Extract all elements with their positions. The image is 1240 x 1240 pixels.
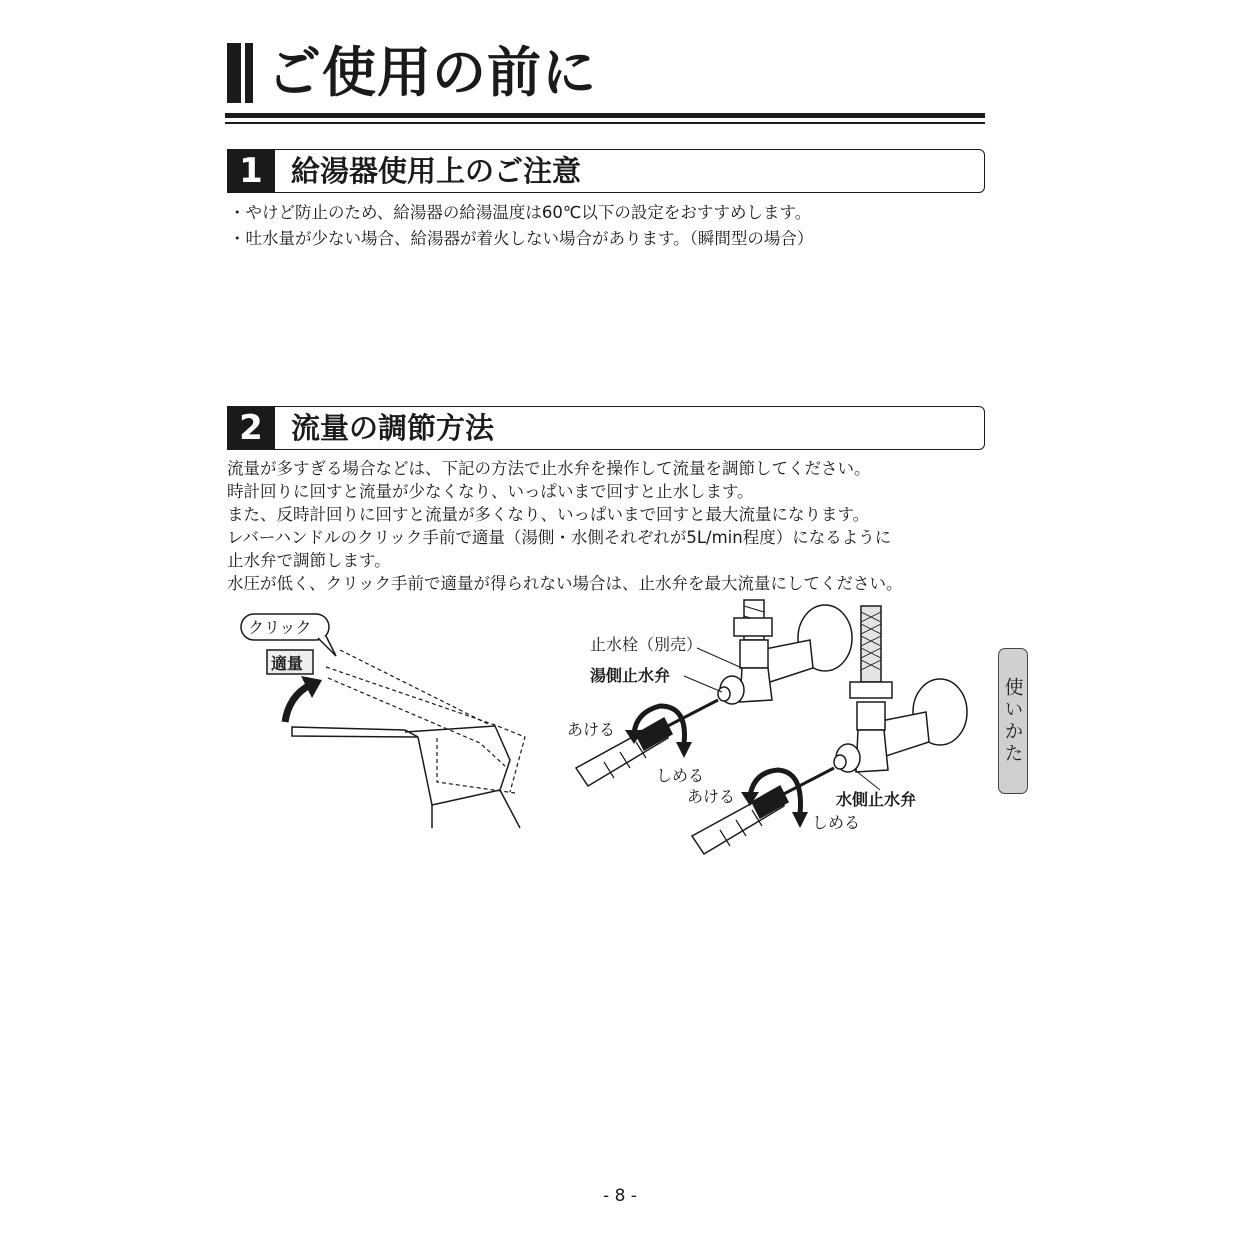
section-1-title: 給湯器使用上のご注意	[291, 154, 582, 188]
screwdriver-cold-icon	[692, 768, 834, 854]
cold-side-valve-figure	[834, 606, 967, 772]
section-1-bullet-1: ・やけど防止のため、給湯器の給湯温度は60℃以下の設定をおすすめします。	[229, 203, 812, 222]
section-2-line-6: 水圧が低く、クリック手前で適量が得られない場合は、止水弁を最大流量にしてください。	[227, 574, 903, 593]
click-label: クリック	[248, 618, 312, 637]
section-2-line-1: 流量が多すぎる場合などは、下記の方法で止水弁を操作して流量を調節してください。	[227, 459, 871, 478]
cold-valve-label: 水側止水弁	[836, 790, 917, 809]
proper-amount-label: 適量	[271, 654, 304, 673]
hot-valve-label: 湯側止水弁	[590, 666, 671, 685]
page-number: - 8 -	[603, 1186, 637, 1206]
section-1-number: 1	[227, 149, 275, 193]
hot-side-valve-figure	[718, 600, 852, 704]
section-2-number: 2	[227, 406, 275, 450]
lever-handle	[292, 727, 418, 737]
lever-faucet-figure	[241, 614, 525, 828]
side-tab-label: 使いかた	[1001, 677, 1024, 765]
section-side-tab	[998, 648, 1028, 794]
lift-arrow-icon	[285, 685, 310, 722]
open-label-cold: あける	[687, 787, 736, 806]
close-label-hot: しめる	[656, 766, 705, 785]
open-label-hot: あける	[567, 720, 616, 739]
section-2-line-3: また、反時計回りに回すと流量が多くなり、いっぱいまで回すと最大流量になります。	[227, 505, 870, 524]
section-1-bullet-2: ・吐水量が少ない場合、給湯器が着火しない場合があります。（瞬間型の場合）	[229, 229, 814, 248]
section-2-title: 流量の調節方法	[291, 411, 495, 445]
close-label-cold: しめる	[812, 813, 861, 832]
stop-faucet-label: 止水栓（別売）	[590, 635, 703, 654]
section-2-line-5: 止水弁で調節します。	[227, 551, 391, 570]
section-2-line-4: レバーハンドルのクリック手前で適量（湯側・水側それぞれが5L/min程度）になるように	[227, 528, 892, 547]
page-title-text: ご使用の前に	[267, 41, 597, 104]
section-2-line-2: 時計回りに回すと流量が少なくなり、いっぱいまで回すと止水します。	[227, 482, 754, 501]
